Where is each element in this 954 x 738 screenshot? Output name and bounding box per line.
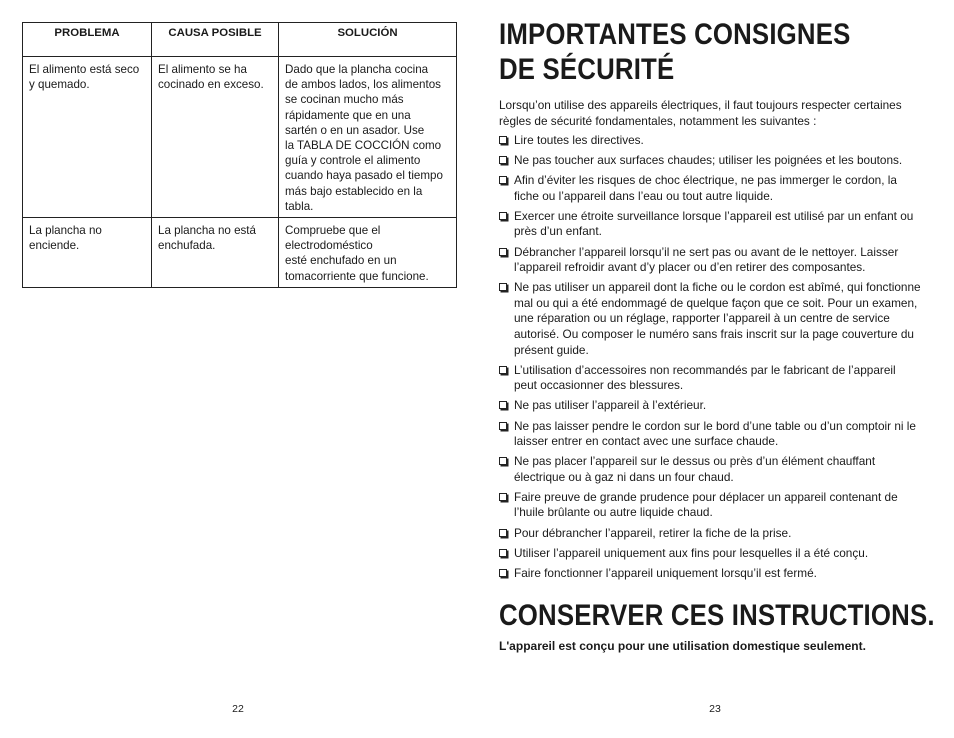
safety-list [499, 133, 939, 586]
checkbox-bullet-icon [499, 156, 507, 164]
text-line: enchufada. [158, 239, 216, 253]
list-item [499, 280, 939, 358]
checkbox-bullet-icon [499, 422, 507, 430]
text-line: Compruebe que el [285, 224, 381, 238]
list-item [499, 419, 939, 450]
text-line: tomacorriente que funcione. [285, 269, 429, 283]
text-line: la TABLA DE COCCIÓN como [285, 139, 442, 153]
page-number-left: 22 [232, 703, 244, 715]
list-item-text: fiche ou l’appareil dans l’eau ou tout autre liquide. [514, 188, 774, 203]
list-item-text: mal ou qui a été endommagé de quelque façon que ce soit. Pour un examen, [514, 295, 918, 310]
list-item [499, 173, 939, 204]
list-item-text: L’utilisation d’accessoires non recommandés par le fabricant de l’appareil [514, 362, 896, 377]
checkbox-bullet-icon [499, 366, 507, 374]
list-item-text: près d’un enfant. [514, 224, 602, 239]
table-row [23, 57, 457, 218]
cell-solution [279, 218, 457, 288]
cell-solution [279, 57, 457, 218]
list-item-text: Exercer une étroite surveillance lorsque l’appareil est utilisé par un enfant ou [514, 208, 914, 223]
list-item-text: électrique ou à gaz ni dans un four chaud. [514, 469, 734, 484]
checkbox-bullet-icon [499, 549, 507, 557]
text-line: guía y controle el alimento [285, 154, 421, 168]
checkbox-bullet-icon [499, 136, 507, 144]
keep-instructions-title: CONSERVER CES INSTRUCTIONS. [499, 599, 935, 632]
cell-problem [23, 218, 152, 288]
text-line: se cocinan mucho más [285, 93, 404, 107]
cell-problem [23, 57, 152, 218]
header-problema: PROBLEMA [23, 23, 152, 57]
list-item [499, 398, 939, 414]
list-item-text: une réparation ou un réglage, rapporter l’appareil à un centre de service [514, 311, 890, 326]
text-line: sartén o en un asador. Use [285, 123, 425, 137]
text-line: Dado que la plancha cocina [285, 63, 429, 76]
text-line: tabla. [285, 199, 314, 213]
text-line: El alimento está seco [29, 63, 140, 76]
troubleshooting-table [22, 22, 457, 288]
list-item [499, 133, 939, 149]
checkbox-bullet-icon [499, 212, 507, 220]
list-item [499, 566, 939, 582]
safety-title [499, 17, 850, 87]
right-page [477, 0, 954, 738]
cell-cause [152, 57, 279, 218]
list-item [499, 153, 939, 169]
list-item-text: Faire fonctionner l’appareil uniquement lorsqu’il est fermé. [514, 565, 817, 580]
text-line: cuando haya pasado el tiempo [285, 169, 443, 183]
list-item-text: autorisé. Ou composer le numéro sans frais inscrit sur la page couverture du [514, 327, 914, 342]
text-line: La plancha no está [158, 224, 256, 238]
list-item-text: Afin d’éviter les risques de choc électrique, ne pas immerger le cordon, la [514, 173, 897, 188]
list-item [499, 490, 939, 521]
list-item [499, 209, 939, 240]
list-item [499, 245, 939, 276]
checkbox-bullet-icon [499, 493, 507, 501]
list-item-text: l’huile brûlante ou autre liquide chaud. [514, 505, 713, 520]
text-line: y quemado. [29, 78, 90, 92]
text-line: IMPORTANTES CONSIGNES [499, 18, 851, 51]
text-line: enciende. [29, 239, 80, 253]
list-item [499, 363, 939, 394]
list-item-text: Débrancher l’appareil lorsqu’il ne sert pas ou avant de le nettoyer. Laisser [514, 244, 899, 259]
list-item [499, 546, 939, 562]
list-item-text: laisser entrer en contact avec une surface chaude. [514, 434, 779, 449]
text-line: La plancha no [29, 224, 102, 238]
header-causa-posible: CAUSA POSIBLE [152, 23, 279, 57]
list-item-text: Faire preuve de grande prudence pour déplacer un appareil contenant de [514, 489, 898, 504]
list-item-text: Ne pas utiliser un appareil dont la fiche ou le cordon est abîmé, qui fonctionne [514, 280, 921, 295]
text-line: Lorsqu’on utilise des appareils électriques, il faut toujours respecter certaines [499, 98, 902, 112]
text-line: rápidamente que en una [285, 108, 411, 122]
checkbox-bullet-icon [499, 529, 507, 537]
text-line: electrodoméstico [285, 239, 373, 253]
list-item-text: Utiliser l’appareil uniquement aux fins pour lesquelles il a été conçu. [514, 545, 869, 560]
checkbox-bullet-icon [499, 457, 507, 465]
checkbox-bullet-icon [499, 569, 507, 577]
checkbox-bullet-icon [499, 283, 507, 291]
list-item-text: Ne pas utiliser l’appareil à l’extérieur. [514, 398, 707, 413]
text-line: El alimento se ha [158, 63, 247, 76]
list-item [499, 454, 939, 485]
intro-text [499, 97, 939, 129]
list-item [499, 526, 939, 542]
text-line: DE SÉCURITÉ [499, 53, 675, 86]
text-line: règles de sécurité fondamentales, notamment les suivantes : [499, 114, 817, 128]
text-line: cocinado en exceso. [158, 78, 264, 92]
table-row [23, 218, 457, 288]
list-item-text: peut occasionner des blessures. [514, 378, 684, 393]
list-item-text: Ne pas toucher aux surfaces chaudes; utiliser les poignées et les boutons. [514, 153, 903, 168]
list-item-text: Ne pas laisser pendre le cordon sur le bord d’une table ou d’un comptoir ni le [514, 418, 916, 433]
checkbox-bullet-icon [499, 401, 507, 409]
list-item-text: Lire toutes les directives. [514, 133, 644, 147]
list-item-text: présent guide. [514, 342, 589, 357]
page-number-right: 23 [709, 703, 721, 715]
list-item-text: Ne pas placer l’appareil sur le dessus ou près d’un élément chauffant [514, 454, 876, 469]
checkbox-bullet-icon [499, 248, 507, 256]
list-item-text: l’appareil refroidir avant d’y placer ou d’en retirer des composantes. [514, 260, 866, 275]
text-line: esté enchufado en un [285, 254, 397, 268]
table-header-row [23, 23, 457, 57]
text-line: de ambos lados, los alimentos [285, 78, 441, 92]
cell-cause [152, 218, 279, 288]
list-item-text: Pour débrancher l’appareil, retirer la fiche de la prise. [514, 525, 792, 540]
text-line: más bajo establecido en la [285, 184, 423, 198]
domestic-use-note: L'appareil est conçu pour une utilisation domestique seulement. [499, 639, 866, 653]
checkbox-bullet-icon [499, 176, 507, 184]
header-solucion: SOLUCIÓN [279, 23, 457, 57]
